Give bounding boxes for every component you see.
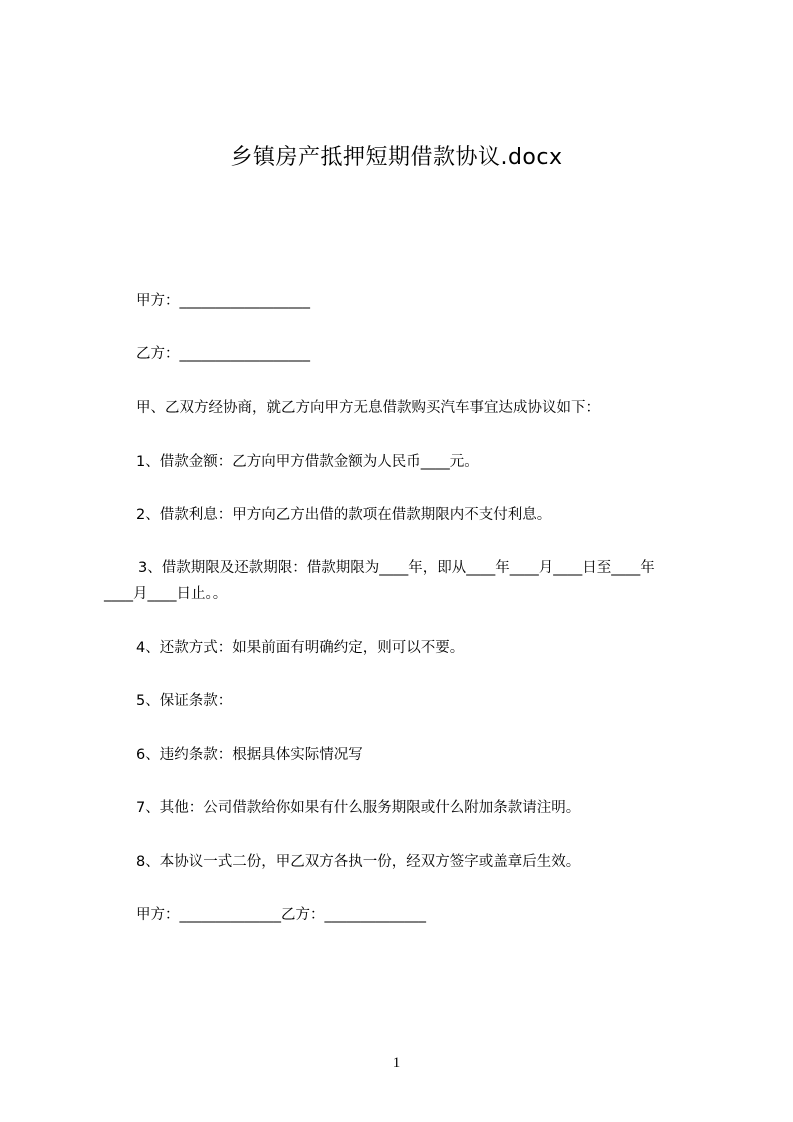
signature-line: 甲方：______________乙方：______________ — [136, 907, 426, 923]
clause-7: 7、其他：公司借款给你如果有什么服务期限或什么附加条款请注明。 — [136, 800, 581, 816]
clause-6: 6、违约条款：根据具体实际情况写 — [136, 747, 363, 763]
clause-5: 5、保证条款： — [136, 693, 233, 709]
intro-paragraph: 甲、乙双方经协商，就乙方向甲方无息借款购买汽车事宜达成协议如下： — [136, 400, 600, 416]
party-b-line: 乙方：__________________ — [136, 346, 310, 362]
clause-1: 1、借款金额：乙方向甲方借款金额为人民币____元。 — [136, 454, 479, 470]
page-number: 1 — [392, 1055, 401, 1071]
clause-2: 2、借款利息：甲方向乙方出借的款项在借款期限内不支付利息。 — [136, 507, 552, 523]
clause-3-line-2: ____月____日止。。 — [104, 586, 228, 602]
clause-3-line-1: 3、借款期限及还款期限：借款期限为____年，即从____年____月____日至____年 — [138, 560, 655, 576]
clause-4: 4、还款方式：如果前面有明确约定，则可以不要。 — [136, 640, 465, 656]
document-title: 乡镇房产抵押短期借款协议.docx — [230, 145, 563, 170]
party-a-line: 甲方：__________________ — [136, 293, 310, 309]
clause-8: 8、本协议一式二份，甲乙双方各执一份，经双方签字或盖章后生效。 — [136, 854, 581, 870]
